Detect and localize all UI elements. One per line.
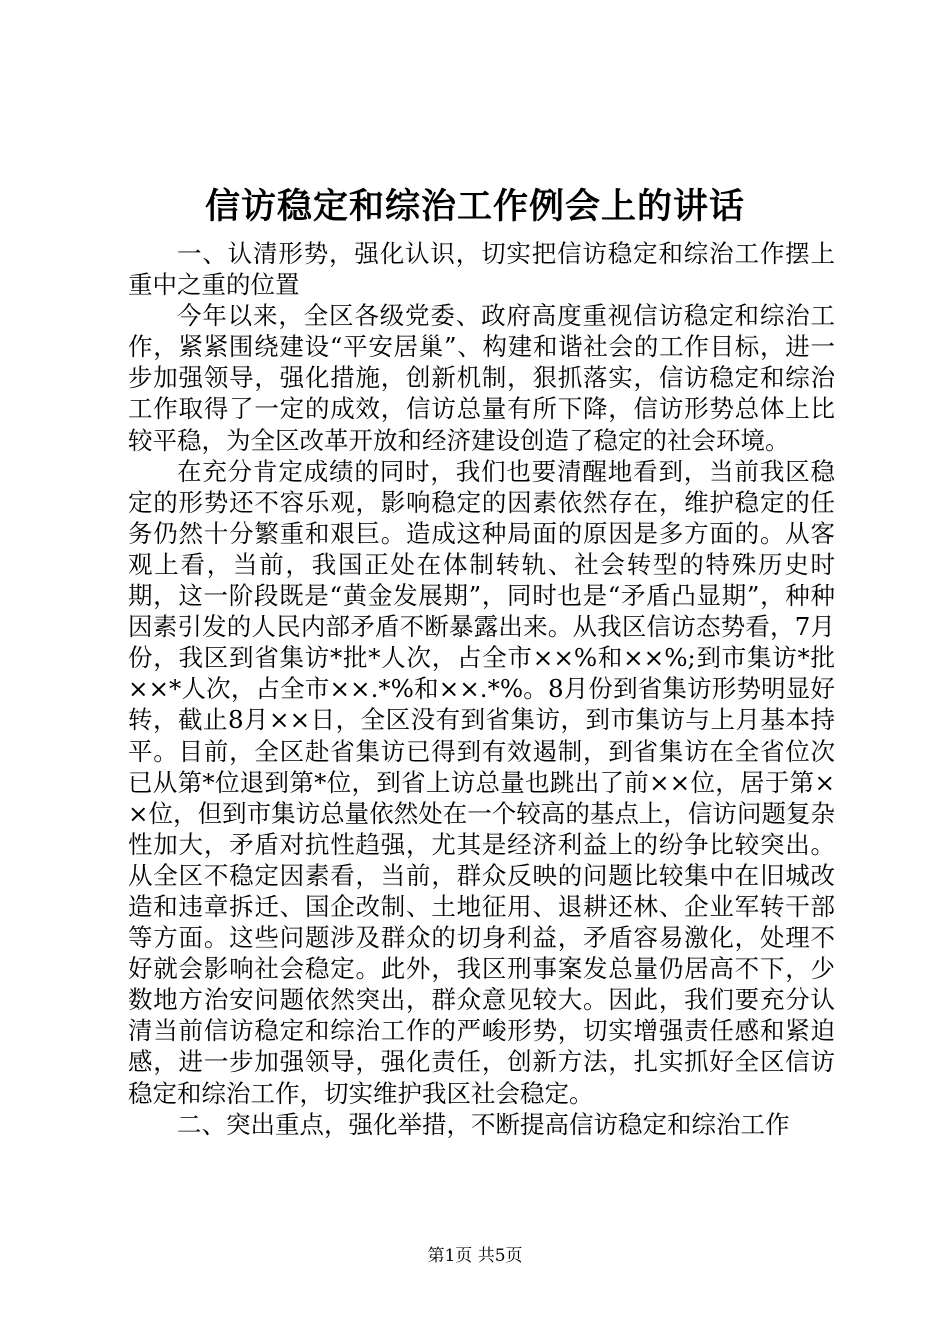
section-heading-1: 一、认清形势，强化认识，切实把信访稳定和综治工作摆上重中之重的位置	[128, 239, 835, 300]
document-body	[128, 238, 835, 1140]
body-paragraph-1: 今年以来，全区各级党委、政府高度重视信访稳定和综治工作，紧紧围绕建设“平安居巢”、构建和谐社会的工作目标，进一步加强领导，强化措施，创新机制，狠抓落实，信访稳定和综治工作取得了一定的成效，信访总量有所下降，信访形势总体上比较平稳，为全区改革开放和经济建设创造了稳定的社会环境。	[128, 301, 835, 455]
document-title: 信访稳定和综治工作例会上的讲话	[204, 186, 745, 227]
page-footer: 第1页 共5页	[427, 1246, 523, 1266]
body-paragraph-2: 在充分肯定成绩的同时，我们也要清醒地看到，当前我区稳定的形势还不容乐观，影响稳定的因素依然存在，维护稳定的任务仍然十分繁重和艰巨。造成这种局面的原因是多方面的。从客观上看，当前，我国正处在体制转轨、社会转型的特殊历史时期，这一阶段既是“黄金发展期”，同时也是“矛盾凸显期”，种种因素引发的人民内部矛盾不断暴露出来。从我区信访态势看，7月份，我区到省集访*批*人次，占全市××%和××%;到市集访*批××*人次，占全市××.*%和××.*%。8月份到省集访形势明显好转，截止8月××日，全区没有到省集访，到市集访与上月基本持平。目前，全区赴省集访已得到有效遏制，到省集访在全省位次已从第*位退到第*位，到省上访总量也跳出了前××位，居于第××位，但到市集访总量依然处在一个较高的基点上，信访问题复杂性加大，矛盾对抗性趋强，尤其是经济利益上的纷争比较突出。从全区不稳定因素看，当前，群众反映的问题比较集中在旧城改造和违章拆迁、国企改制、土地征用、退耕还林、企业军转干部等方面。这些问题涉及群众的切身利益，矛盾容易激化，处理不好就会影响社会稳定。此外，我区刑事案发总量仍居高不下，少数地方治安问题依然突出，群众意见较大。因此，我们要充分认清当前信访稳定和综治工作的严峻形势，切实增强责任感和紧迫感，进一步加强领导，强化责任，创新方法，扎实抓好全区信访稳定和综治工作，切实维护我区社会稳定。	[128, 456, 835, 1108]
section-heading-2: 二、突出重点，强化举措，不断提高信访稳定和综治工作	[177, 1109, 790, 1139]
